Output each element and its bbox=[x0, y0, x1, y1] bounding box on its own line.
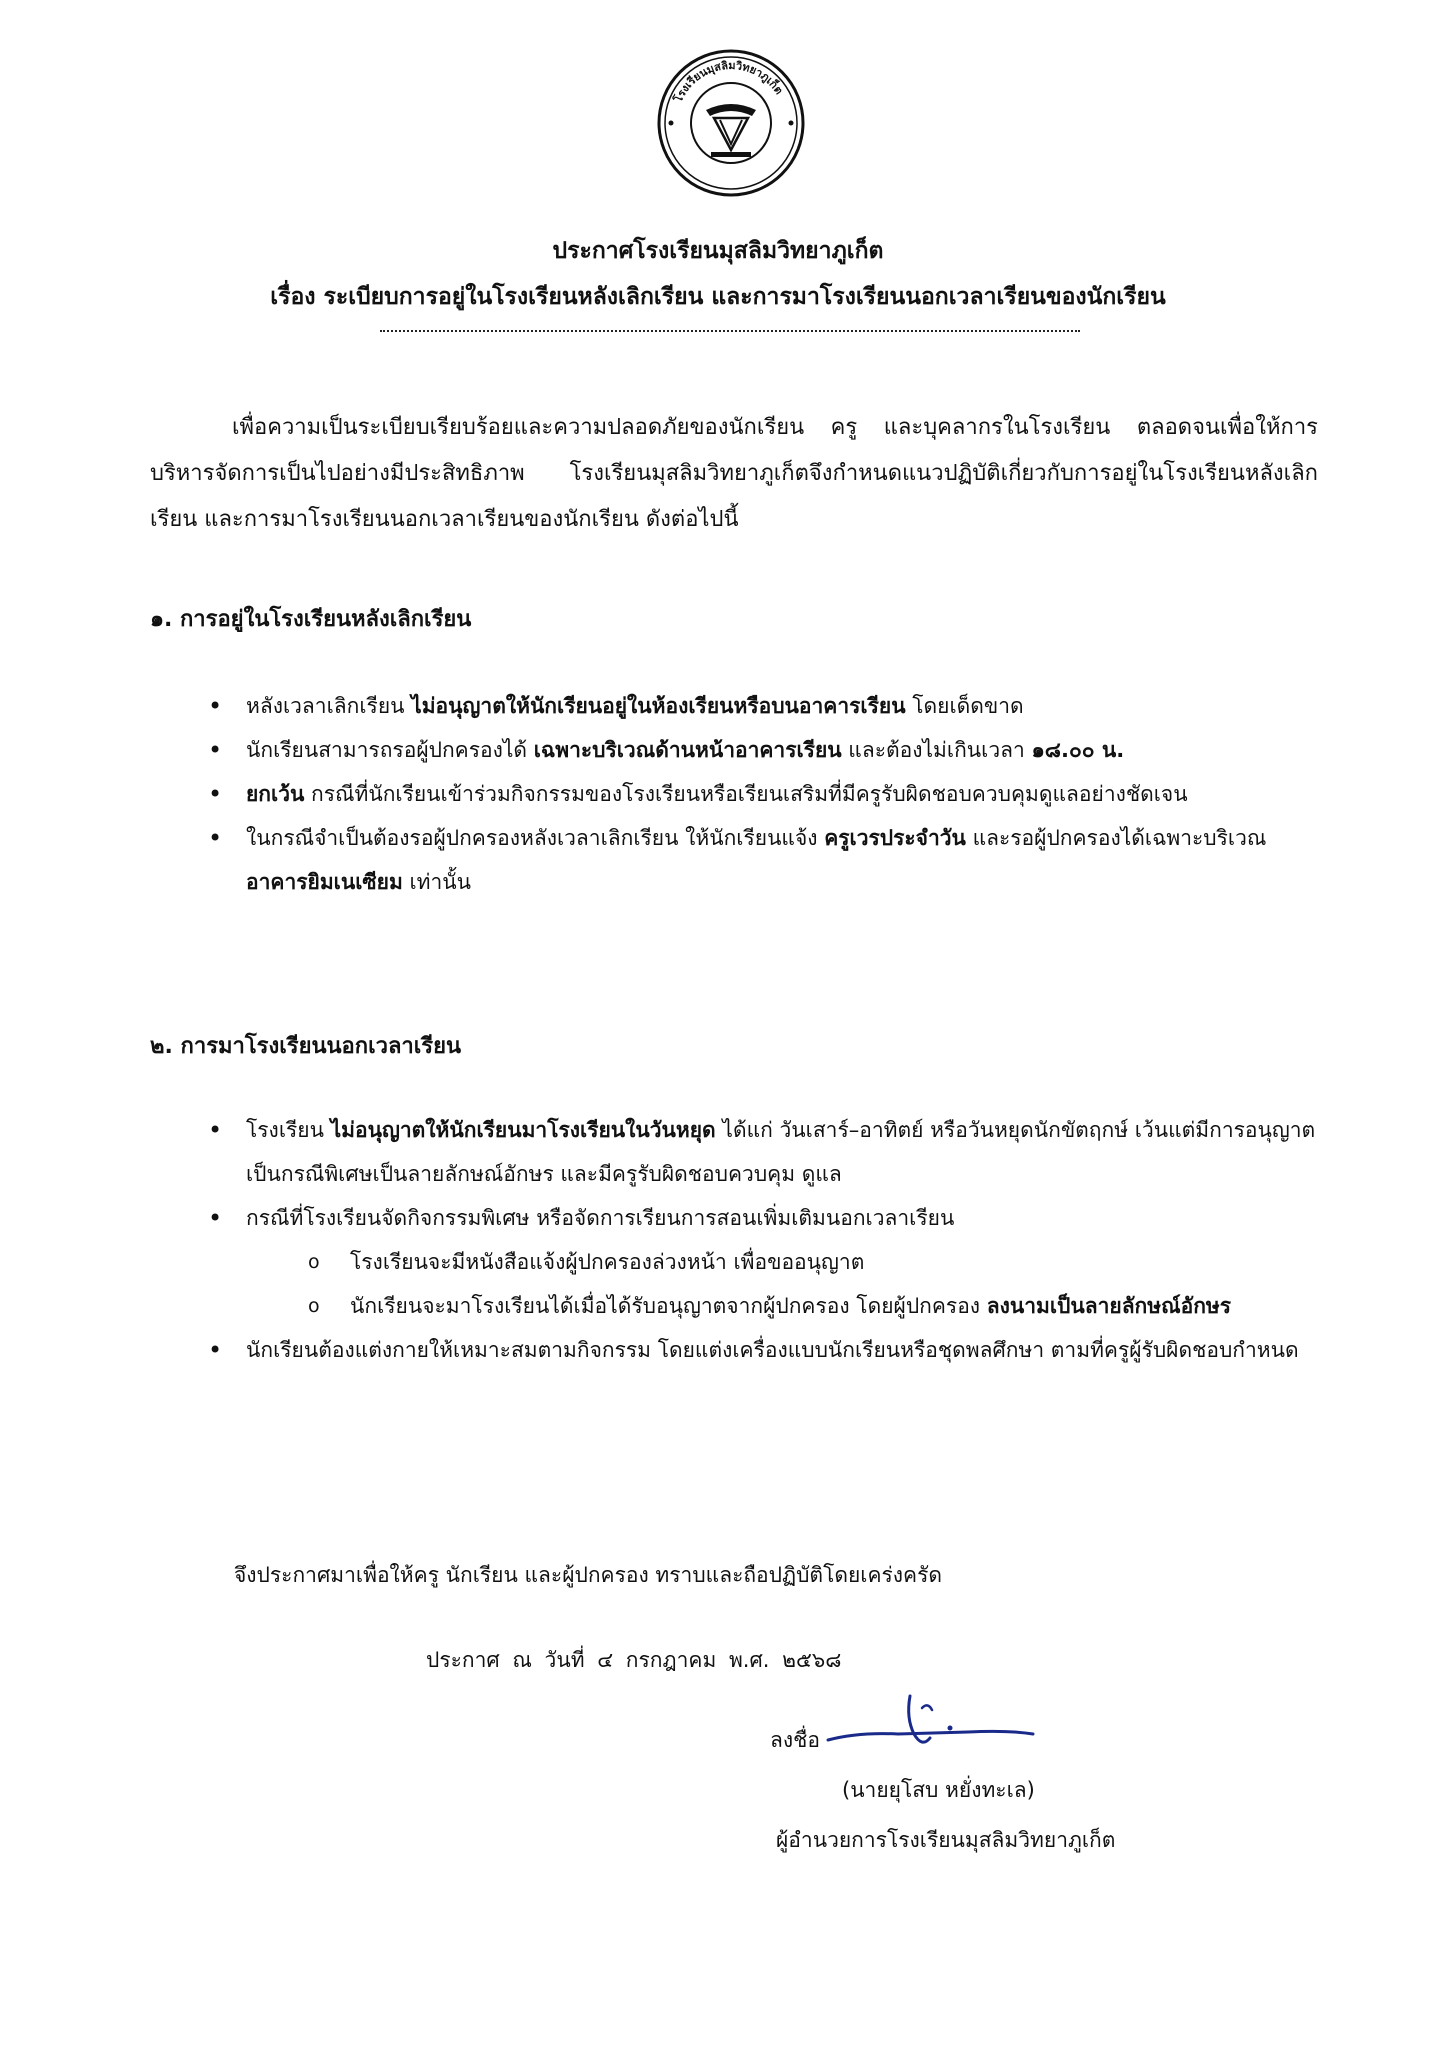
dotted-divider bbox=[380, 330, 1080, 332]
section-2-heading: ๒. การมาโรงเรียนนอกเวลาเรียน bbox=[150, 1034, 462, 1059]
list-item: • โรงเรียน ไม่อนุญาตให้นักเรียนมาโรงเรียนในวันหยุด ได้แก่ วันเสาร์–อาทิตย์ หรือวันหยุดนักขัตฤกษ์ เว้นแต่มีการอนุญาตเป็นกรณีพิเศษเป็นลายลักษณ์อักษร และมีครูรับผิดชอบควบคุม ดูแล bbox=[208, 1108, 1318, 1196]
signer-title: ผู้อำนวยการโรงเรียนมุสลิมวิทยาภูเก็ต bbox=[776, 1828, 1116, 1852]
handwritten-signature bbox=[818, 1688, 1038, 1758]
section-1-list bbox=[208, 684, 1318, 904]
section-1-heading: ๑. การอยู่ในโรงเรียนหลังเลิกเรียน bbox=[150, 607, 472, 632]
sub-list bbox=[246, 1240, 1318, 1328]
list-item: • ในกรณีจำเป็นต้องรอผู้ปกครองหลังเวลาเลิกเรียน ให้นักเรียนแจ้ง ครูเวรประจำวัน และรอผู้ปกครองได้เฉพาะบริเวณ อาคารยิมเนเซียม เท่านั้น bbox=[208, 816, 1318, 904]
closing-statement: จึงประกาศมาเพื่อให้ครู นักเรียน และผู้ปกครอง ทราบและถือปฏิบัติโดยเคร่งครัด bbox=[234, 1563, 943, 1587]
signature-label: ลงชื่อ bbox=[770, 1728, 820, 1752]
list-item: • หลังเวลาเลิกเรียน ไม่อนุญาตให้นักเรียนอยู่ในห้องเรียนหรือบนอาคารเรียน โดยเด็ดขาด bbox=[208, 684, 1318, 728]
announcement-subject: เรื่อง ระเบียบการอยู่ในโรงเรียนหลังเลิกเรียน และการมาโรงเรียนนอกเวลาเรียนของนักเรียน bbox=[270, 284, 1166, 310]
signer-name: (นายยุโสบ หยั่งทะเล) bbox=[842, 1778, 1035, 1802]
list-item: • ยกเว้น กรณีที่นักเรียนเข้าร่วมกิจกรรมของโรงเรียนหรือเรียนเสริมที่มีครูรับผิดชอบควบคุมดูแลอย่างชัดเจน bbox=[208, 772, 1318, 816]
list-item: • นักเรียนสามารถรอผู้ปกครองได้ เฉพาะบริเวณด้านหน้าอาคารเรียน และต้องไม่เกินเวลา ๑๘.๐๐ น. bbox=[208, 728, 1318, 772]
school-seal-icon bbox=[656, 48, 806, 198]
list-item: • นักเรียนต้องแต่งกายให้เหมาะสมตามกิจกรรม โดยแต่งเครื่องแบบนักเรียนหรือชุดพลศึกษา ตามที่ครูผู้รับผิดชอบกำหนด bbox=[208, 1328, 1318, 1372]
announcement-title: ประกาศโรงเรียนมุสลิมวิทยาภูเก็ต bbox=[552, 238, 884, 264]
list-item: • กรณีที่โรงเรียนจัดกิจกรรมพิเศษ หรือจัดการเรียนการสอนเพิ่มเติมนอกเวลาเรียน o โรงเรียนจะมีหนังสือแจ้งผู้ปกครองล่วงหน้า เพื่อขออนุญาต o นักเรียนจะมาโรงเรียนได้เมื่อได้รับอนุญาตจากผู้ปกครอง โดยผู้ปกครอง ลงนามเป็นลายลักษณ์อักษร bbox=[208, 1196, 1318, 1328]
sub-list-item: o โรงเรียนจะมีหนังสือแจ้งผู้ปกครองล่วงหน้า เพื่อขออนุญาต bbox=[246, 1240, 1318, 1284]
announcement-header bbox=[120, 228, 1316, 320]
seal-ring-text: โรงเรียนมุสลิมวิทยาภูเก็ต bbox=[671, 58, 786, 105]
section-2-list bbox=[208, 1108, 1318, 1372]
sub-list-item: o นักเรียนจะมาโรงเรียนได้เมื่อได้รับอนุญาตจากผู้ปกครอง โดยผู้ปกครอง ลงนามเป็นลายลักษณ์อักษร bbox=[246, 1284, 1318, 1328]
intro-paragraph: เพื่อความเป็นระเบียบเรียบร้อยและความปลอดภัยของนักเรียน ครู และบุคลากรในโรงเรียน ตลอดจนเพื่อให้การบริหารจัดการเป็นไปอย่างมีประสิทธิภาพ โรงเรียนมุสลิมวิทยาภูเก็ตจึงกำหนดแนวปฏิบัติเกี่ยวกับการอยู่ในโรงเรียนหลังเลิกเรียน และการมาโรงเรียนนอกเวลาเรียนของนักเรียน ดังต่อไปนี้ bbox=[150, 415, 1318, 532]
announcement-date: ประกาศ ณ วันที่ ๔ กรกฎาคม พ.ศ. ๒๕๖๘ bbox=[426, 1648, 842, 1672]
